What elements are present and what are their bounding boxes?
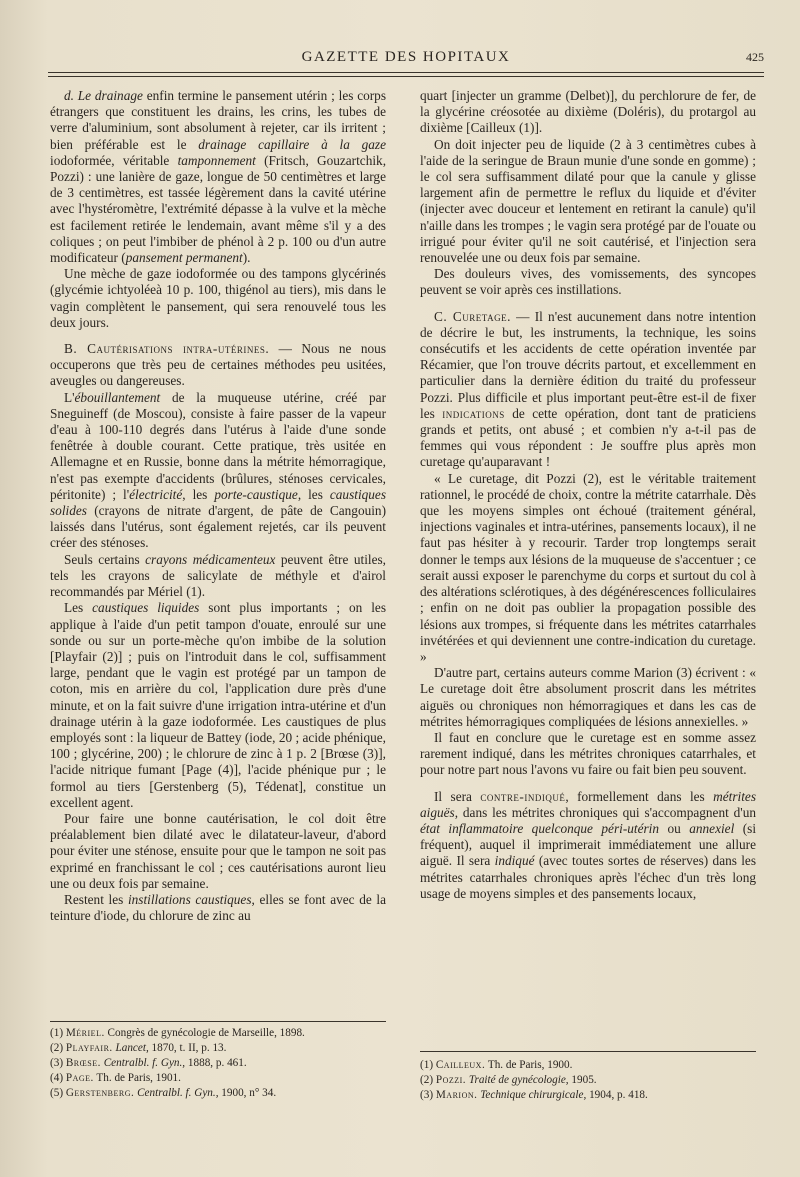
paragraph-quart: quart [injecter un gramme (Delbet)], du perchlorure de fer, de la glycérine créosotée au dixième (Doléris), du protargol au dixième [Cailleux (1)]. [420,88,756,136]
paragraph-injecter: On doit injecter peu de liquide (2 à 3 centimètres cubes à l'aide de la seringue de Braun munie d'une sonde en gomme) ; le col sera suffisamment dilaté pour que la canule y glisse largement afin de permettre le reflux du liquide et d'éviter (injecter avec douceur et lentement en retirant la canule) qu'il n'aille dans les trompes ; le vagin sera protégé par de l'ouate ou irrigué pour éviter qu'il ne soit cautérisé, et l'injection sera renouvelée une ou deux fois par semaine. [420,136,756,266]
footnote: (4) Page. Th. de Paris, 1901. [50,1072,181,1084]
paragraph-douleurs: Des douleurs vives, des vomissements, des syncopes peuvent se voir après ces instillations. [420,266,756,298]
paragraph-contre-indique: Il sera contre-indiqué, formellement dans les métrites aiguës, dans les métrites chroniques qui s'accompagnent d'un état inflammatoire quelconque péri-utérin ou annexiel (si fréquent), auquel il imprimerait immédiatement une allure aiguë. Il sera indiqué (avec toutes sortes de réserves) dans les métrites catarrhales chroniques après l'échec d'un très long usage de moyens simples et des pansements locaux, [420,788,757,901]
paragraph-ebouillantement: L'ébouillantement de la muqueuse utérine, créé par Sneguineff (de Moscou), consiste à faire passer de la vapeur d'eau à 100-110 degrés dans l'utérus à l'aide d'une sonde fenêtrée à double courant. Cette pratique, très usitée en Allemagne et en Russie, bonne dans la métrite hémorragique, n'est pas exempte d'accidents (brûlures, sténoses cervicales, péritonite) ; l'électricité, les porte-caustique, les caustiques solides (crayons de nitrate d'argent, de pâte de Cangouin) laissés dans l'utérus, sont également rejetés, car ils peuvent créer des sténoses. [50,389,387,551]
page-number: 425 [746,50,764,64]
paragraph-crayons: Seuls certains crayons médicamenteux peuvent être utiles, tels les crayons de salicylate de méthyle et d'airol recommandés par Mériel (1). [50,551,386,600]
footnotes-left [50,1026,386,1101]
paragraph-drainage: d. Le drainage enfin termine le pansement utérin ; les corps étrangers que constituent les drains, les crins, les tubes de verre d'aluminium, sont absolument à rejeter, car ils irritent ; bien préférable est le drainage capillaire à la gaze iodoformée, véritable tamponnement (Fritsch, Gouzartchik, Pozzi) : une lanière de gaze, longue de 50 centimètres et large de 3 centimètres, est tassée légèrement dans la cavité utérine avec l'hystéromètre, l'extrémité dépasse à la vulve et la mèche est facilement retirée le lendemain, avant même s'il y a des coliques ; on peut l'imbiber de phénol à 2 p. 100 ou d'un autre modificateur (pansement permanent). [50,88,387,266]
footnote: (3) Marion. Technique chirurgicale, 1904, p. 418. [420,1089,648,1101]
paragraph-instillations: Restent les instillations caustiques, elles se font avec de la teinture d'iode, du chlorure de zinc au [50,891,387,924]
footnote: (3) Brœse. Centralbl. f. Gyn., 1888, p. 461. [50,1057,247,1069]
paragraph-caustiques-liquides: Les caustiques liquides sont plus importants ; on les applique à l'aide d'un petit tampon d'ouate, enroulé sur une sonde ou sur un porte-mèche qu'on imbibe de la solution [Playfair (2)] ; puis on l'introduit dans le col, suffisamment large, pendant que le vagin est protégé par un tampon de coton, mis en arrière du col, l'application dure près d'une minute, et on la fait suivre d'une irrigation intra-utérine et d'un drainage utérin à la gaze iodoformée. Les caustiques de plus employés sont : la liqueur de Battey (iode, 20 ; acide phénique, 100 ; glycérine, 200) ; le chlorure de zinc à 1 p. 2 [Brœse (3)], l'acide nitrique fumant [Page (4)], l'acide phénique pur ; le formol au tiers [Gerstenberg (5), Tédenat], constitue un excellent agent. [50,600,386,810]
paragraph-marion: D'autre part, certains auteurs comme Marion (3) écrivent : « Le curetage doit être absolument proscrit dans les métrites aiguës ou chroniques non hémorragiques et dans les cas de métrites hémorragiques compliquées de lésions annexielles. » [420,665,756,729]
footnote: (1) Mériel. Congrès de gynécologie de Marseille, 1898. [50,1027,305,1039]
header-rule-thin [48,76,764,77]
paragraph-meche: Une mèche de gaze iodoformée ou des tampons glycérinés (glycémie ichtyoléeà 10 p. 100, thigénol au tiers), mis dans le vagin complètent le pansement, qui sera renouvelé tous les deux jours. [50,266,386,330]
footnote-rule-left [50,1021,386,1022]
journal-title: GAZETTE DES HOPITAUX [301,49,511,65]
paragraph-pozzi-quote: « Le curetage, dit Pozzi (2), est le véritable traitement rationnel, le procédé de choix, contre la métrite catarrhale. Dès que les moyens simples ont échoué (traitement général, injections vaginales et intra-utérines, pansements locaux), il ne faut pas hésiter à y recourir. Tarder trop longtemps serait donner le temps aux lésions de la muqueuse de s'accentuer ; ce serait aussi exposer le parenchyme du corps et surtout du col à des altérations sclérotiques, à des dégénérescences folliculaires ; enfin on ne doit pas oublier la propagation possible des lésions aux trompes, si fréquente dans les métrites catarrhales invétérées et qui deviennent une contre-indication du curetage. » [420,470,756,664]
footnote: (2) Playfair. Lancet, 1870, t. II, p. 13. [50,1042,227,1054]
footnote: (2) Pozzi. Traité de gynécologie, 1905. [420,1074,597,1086]
footnotes-right [420,1058,756,1103]
section-heading: C. Curetage. [434,308,511,324]
paragraph-bonne-cauterisation: Pour faire une bonne cautérisation, le col doit être préalablement bien dilaté avec le dilatateur-laveur, d'abord pour éviter une sténose, ensuite pour que le tampon ne soit pas exprimé en franchissant le col ; ces cautérisations auront lieu une ou deux fois par semaine. [50,810,386,891]
footnote: (1) Cailleux. Th. de Paris, 1900. [420,1059,573,1071]
section-heading: B. Cautérisations intra-utérines. [64,341,270,357]
running-header [48,46,764,72]
section-curetage: C. Curetage. — Il n'est aucunement dans notre intention de décrire le but, les instruments, la technique, les soins consécutifs et les accidents de cette opération inventée par Récamier, que l'on trouve décrits partout, et excellemment en particulier dans la dernière édition du traité du professeur Pozzi. Plus difficile et plus important peut-être est-il de fixer les indications de cette opération, dont tant de praticiens grands et petits, ont abusé ; et combien n'y a-t-il pas de femmes qui vous répondent : Je souffre plus après mon curetage qu'auparavant ! [420,308,757,470]
section-cauterisations: B. Cautérisations intra-utérines. — Nous ne nous occuperons que très peu de certaines méthodes peu usitées, aveugles ou dangereuses. [50,341,386,389]
footnote: (5) Gerstenberg. Centralbl. f. Gyn., 1900, n° 34. [50,1087,277,1099]
footnote-rule-right [420,1051,756,1052]
header-rule [48,72,764,73]
left-column [50,88,386,924]
right-column [420,88,756,902]
paragraph-conclusion: Il faut en conclure que le curetage est en somme assez rarement indiqué, dans les métrites chroniques catarrhales, et pour notre part nous l'avons vu faire ou fait bien peu souvent. [420,729,756,778]
